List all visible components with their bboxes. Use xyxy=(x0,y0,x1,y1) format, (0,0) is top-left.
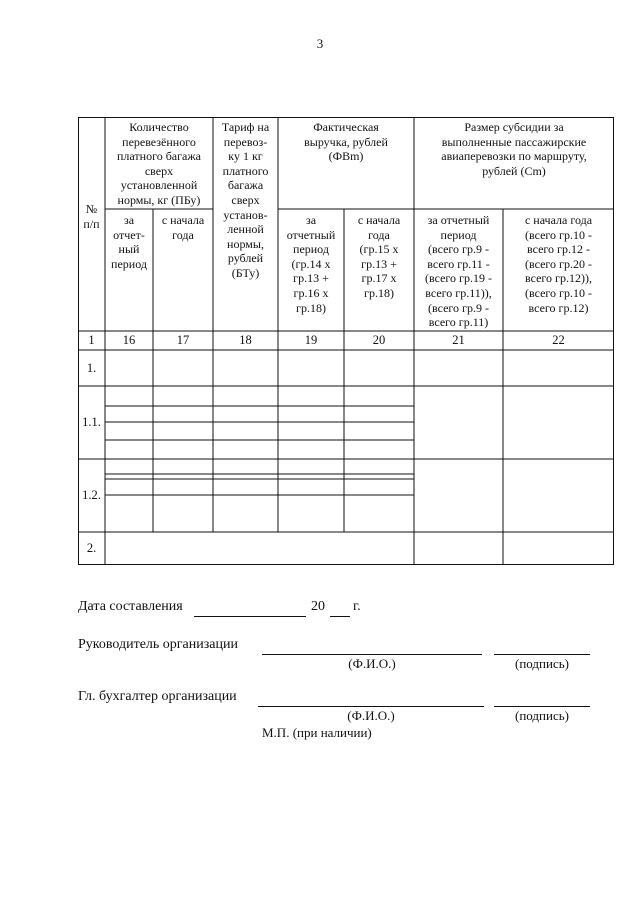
accountant-fio-line[interactable] xyxy=(258,706,484,707)
column-number: 22 xyxy=(552,333,565,348)
header-revenue-period: за отчетный период (гр.14 х гр.13 + гр.16 х гр.18) xyxy=(286,213,336,315)
head-sign-caption: (подпись) xyxy=(515,656,569,671)
header-actual-revenue: Фактическая выручка, рублей (ФВm) xyxy=(304,120,388,164)
header-baggage-year: с начала года xyxy=(161,213,205,242)
column-number: 19 xyxy=(304,333,318,348)
header-row-number: № п/п xyxy=(83,202,100,231)
row-label-1-1: 1.1. xyxy=(82,415,101,430)
column-number: 21 xyxy=(452,333,465,348)
page-number: 3 xyxy=(316,36,324,51)
date-label: Дата составления xyxy=(78,599,183,614)
header-revenue-year: с начала года (гр.15 х гр.13 + гр.17 х гр.18) xyxy=(357,213,401,300)
header-subsidy: Размер субсидии за выполненные пассажирские авиаперевозки по маршруту, рублей (Сm) xyxy=(441,120,587,178)
head-sign-line[interactable] xyxy=(494,654,590,655)
row-label-1-2: 1.2. xyxy=(82,488,101,503)
row-label-2: 2. xyxy=(86,541,97,556)
column-number: 20 xyxy=(372,333,386,348)
head-fio-caption: (Ф.И.О.) xyxy=(348,656,396,671)
accountant-sign-caption: (подпись) xyxy=(515,708,569,723)
accountant-sign-line[interactable] xyxy=(494,706,590,707)
column-number: 16 xyxy=(122,333,136,348)
seal-caption: М.П. (при наличии) xyxy=(262,725,372,740)
year-suffix: г. xyxy=(353,599,361,614)
header-tariff: Тариф на перевоз- ку 1 кг платного багажа сверх установ- ленной нормы, рублей (БТу) xyxy=(221,120,270,280)
year-prefix: 20 xyxy=(311,599,325,614)
accountant-fio-caption: (Ф.И.О.) xyxy=(347,708,395,723)
year-line[interactable] xyxy=(330,616,350,617)
header-baggage-quantity: Количество перевезённого платного багажа сверх установленной нормы, кг (ПБу) xyxy=(116,120,201,207)
column-number: 17 xyxy=(176,333,190,348)
row-label-1: 1. xyxy=(86,360,97,375)
header-baggage-period: за отчет- ный период xyxy=(111,213,147,271)
column-number: 18 xyxy=(239,333,252,348)
column-number: 1 xyxy=(88,333,95,348)
head-label: Руководитель организации xyxy=(78,637,238,652)
date-line[interactable] xyxy=(194,616,306,617)
subsidy-table xyxy=(78,117,614,565)
header-subsidy-period: за отчетный период (всего гр.9 - всего гр.11 - (всего гр.19 - всего гр.11)), (всего гр.9 - всего гр.11) xyxy=(425,213,492,330)
header-subsidy-year: с начала года (всего гр.10 - всего гр.12 - (всего гр.20 - всего гр.12)), (всего гр.10 - всего гр.12) xyxy=(524,213,593,315)
accountant-label: Гл. бухгалтер организации xyxy=(78,689,237,704)
head-fio-line[interactable] xyxy=(262,654,482,655)
